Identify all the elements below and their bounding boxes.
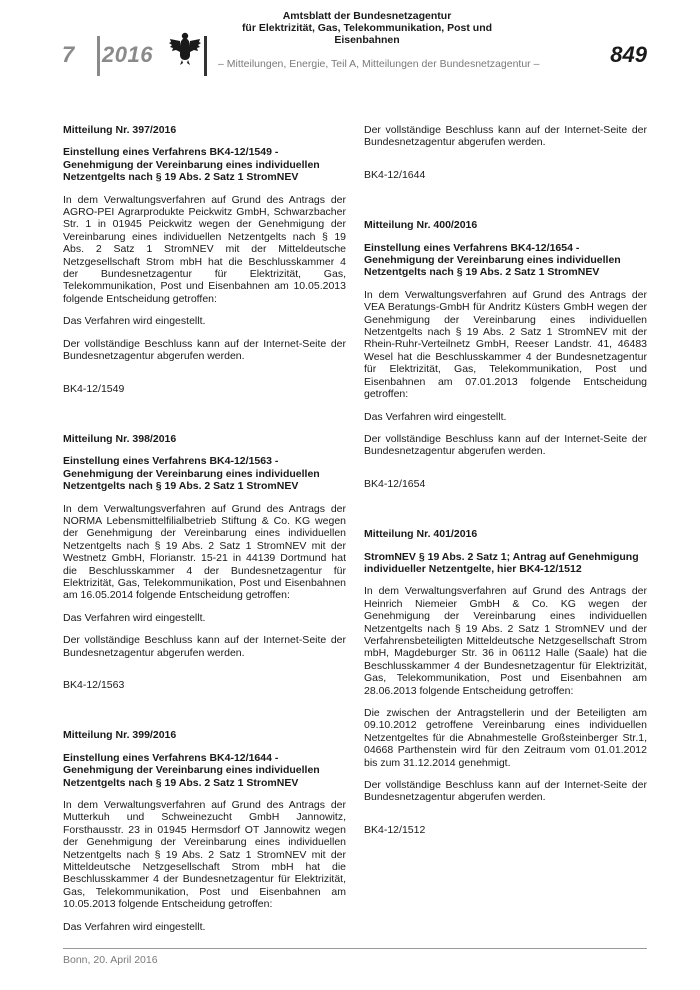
reference-number: BK4-12/1644 (364, 168, 426, 181)
footer-date: Bonn, 20. April 2016 (63, 954, 158, 966)
announcement-paragraph: In dem Verwaltungsverfahren auf Grund des Antrags der VEA Beratungs-GmbH für Andritz Küsters GmbH wegen der Genehmigung der Vereinbarung eines individuellen Netzentgelts nach § 19 Abs. 2 Satz 1 StromNEV mit der Rhein-Ruhr-Verteilnetz GmbH, Reeser Landstr. 41, 46483 Wesel hat die Beschlusskammer 4 der Bundesnetzagentur für Elektrizität, Gas, Telekommunikation, Post und Eisenbahnen am 07.01.2013 folgende Entscheidung getroffen: (364, 288, 647, 401)
page-number: 849 (610, 42, 647, 67)
issue-number: 7 (62, 42, 75, 67)
issue-year: 2016 (102, 42, 153, 67)
announcement-title: Einstellung eines Verfahrens BK4-12/1644 - Genehmigung der Vereinbarung eines individuellen Netzentgelts nach § 19 Abs. 2 Satz 1 StromNEV (63, 751, 320, 789)
reference-number: BK4-12/1549 (63, 382, 125, 395)
publication-title (212, 10, 522, 46)
reference-number: BK4-12/1563 (63, 679, 125, 691)
announcement-paragraph: Das Verfahren wird eingestellt. (63, 611, 206, 624)
title-line-1: Amtsblatt der Bundesnetzagentur (282, 10, 452, 22)
footer-divider (63, 948, 647, 949)
announcement-heading: Mitteilung Nr. 400/2016 (364, 219, 478, 232)
right-column (364, 124, 647, 836)
announcement-heading: Mitteilung Nr. 397/2016 (63, 124, 177, 136)
announcement-title: Einstellung eines Verfahrens BK4-12/1563 - Genehmigung der Vereinbarung eines individuellen Netzentgelts nach § 19 Abs. 2 Satz 1 StromNEV (63, 455, 320, 493)
announcement-paragraph: Die zwischen der Antragstellerin und der Beteiligten am 09.10.2012 getroffene Vereinbarung eines individuellen Netzentgeltes für die Abnahmestelle Großsteinberger Str.1, 04668 Parthenstein wird für den Zeitraum vom 01.01.2012 bis zum 31.12.2014 genehmigt. (364, 707, 647, 769)
left-column (63, 124, 346, 943)
announcement-398 (63, 433, 346, 692)
header-divider (204, 36, 207, 76)
announcement-paragraph: Der vollständige Beschluss kann auf der Internet-Seite der Bundesnetzagentur abgerufen werden. (63, 634, 346, 659)
announcement-401 (364, 528, 647, 836)
announcement-heading: Mitteilung Nr. 398/2016 (63, 432, 177, 445)
federal-eagle-icon (168, 30, 202, 66)
header-divider (97, 36, 100, 76)
announcement-heading: Mitteilung Nr. 401/2016 (364, 528, 478, 541)
announcement-paragraph: Das Verfahren wird eingestellt. (63, 315, 206, 328)
announcement-400 (364, 219, 647, 490)
announcement-paragraph: In dem Verwaltungsverfahren auf Grund des Antrags der Heinrich Niemeier GmbH & Co. KG wegen der Genehmigung der Vereinbarung eines individuellen Netzentgelts nach § 19 Abs. 2 Satz 1 StromNEV und der Verfahrensbeteiligten Mitteldeutsche Netzgesellschaft Strom mbH, Magdeburger Str. 36 in 06112 Halle (Saale) hat die Beschlusskammer 4 der Bundesnetzagentur für Elektrizität, Gas, Telekommunikation, Post und Eisenbahnen am 28.06.2013 folgende Entscheidung getroffen: (364, 585, 647, 697)
announcement-paragraph: Das Verfahren wird eingestellt. (364, 410, 507, 423)
announcement-399 (63, 729, 346, 933)
announcement-397 (63, 124, 346, 395)
announcement-paragraph: In dem Verwaltungsverfahren auf Grund des Antrags der Mutterkuh und Schweinezucht GmbH Jannowitz, Forsthausstr. 23 in 01945 Hermsdorf OT Jannowitz wegen der Genehmigung der Vereinbarung eines individuellen Netzentgelts nach § 19 Abs. 2 Satz 1 StromNEV mit der Mitteldeutsche Netzgesellschaft Strom mbH hat die Beschlusskammer 4 der Bundesnetzagentur für Elektrizität, Gas, Telekommunikation, Post und Eisenbahnen am 10.05.2013 folgende Entscheidung getroffen: (63, 799, 346, 911)
announcement-paragraph: Der vollständige Beschluss kann auf der Internet-Seite der Bundesnetzagentur abgerufen werden. (364, 432, 647, 458)
announcement-399-continuation (364, 124, 647, 181)
announcement-paragraph: In dem Verwaltungsverfahren auf Grund des Antrags der AGRO-PEI Agrarprodukte Peickwitz GmbH, Schwarzbacher Str. 1 in 01945 Peickwitz wegen der Genehmigung der Vereinbarung eines individuellen Netzentgelts nach § 19 Abs. 2 Satz 1 StromNEV mit der Mitteldeutsche Netzgesellschaft Strom mbH hat die Beschlusskammer 4 der Bundesnetzagentur für Elektrizität, Gas, Telekommunikation, Post und Eisenbahnen am 10.05.2013 folgende Entscheidung getroffen: (63, 193, 346, 305)
announcement-paragraph: Der vollständige Beschluss kann auf der Internet-Seite der Bundesnetzagentur abgerufen werden. (364, 124, 647, 149)
announcement-heading: Mitteilung Nr. 399/2016 (63, 729, 177, 742)
announcement-paragraph: Das Verfahren wird eingestellt. (63, 920, 206, 933)
publication-subtitle: – Mitteilungen, Energie, Teil A, Mitteilungen der Bundesnetzagentur – (218, 58, 540, 70)
title-line-2: für Elektrizität, Gas, Telekommunikation, Post und Eisenbahnen (241, 22, 493, 46)
announcement-title: Einstellung eines Verfahrens BK4-12/1549 - Genehmigung der Vereinbarung eines individuellen Netzentgelts nach § 19 Abs. 2 Satz 1 StromNEV (63, 146, 320, 184)
announcement-paragraph: Der vollständige Beschluss kann auf der Internet-Seite der Bundesnetzagentur abgerufen werden. (63, 337, 346, 363)
announcement-paragraph: In dem Verwaltungsverfahren auf Grund des Antrags der NORMA Lebensmittelfilialbetrieb Stiftung & Co. KG wegen der Genehmigung der Vereinbarung eines individuellen Netzentgelts nach § 19 Abs. 2 Satz 1 StromNEV mit der Westnetz GmbH, Florianstr. 15-21 in 44139 Dortmund hat die Beschlusskammer 4 der Bundesnetzagentur für Elektrizität, Gas, Telekommunikation, Post und Eisenbahnen am 16.05.2014 folgende Entscheidung getroffen: (63, 502, 346, 602)
reference-number: BK4-12/1654 (364, 477, 426, 490)
reference-number: BK4-12/1512 (364, 823, 426, 836)
announcement-paragraph: Der vollständige Beschluss kann auf der Internet-Seite der Bundesnetzagentur abgerufen werden. (364, 779, 647, 804)
announcement-title: StromNEV § 19 Abs. 2 Satz 1; Antrag auf Genehmigung individueller Netzentgelte, hier BK4-12/1512 (364, 550, 639, 575)
announcement-title: Einstellung eines Verfahrens BK4-12/1654 - Genehmigung der Vereinbarung eines individuellen Netzentgelts nach § 19 Abs. 2 Satz 1 StromNEV (364, 241, 621, 279)
